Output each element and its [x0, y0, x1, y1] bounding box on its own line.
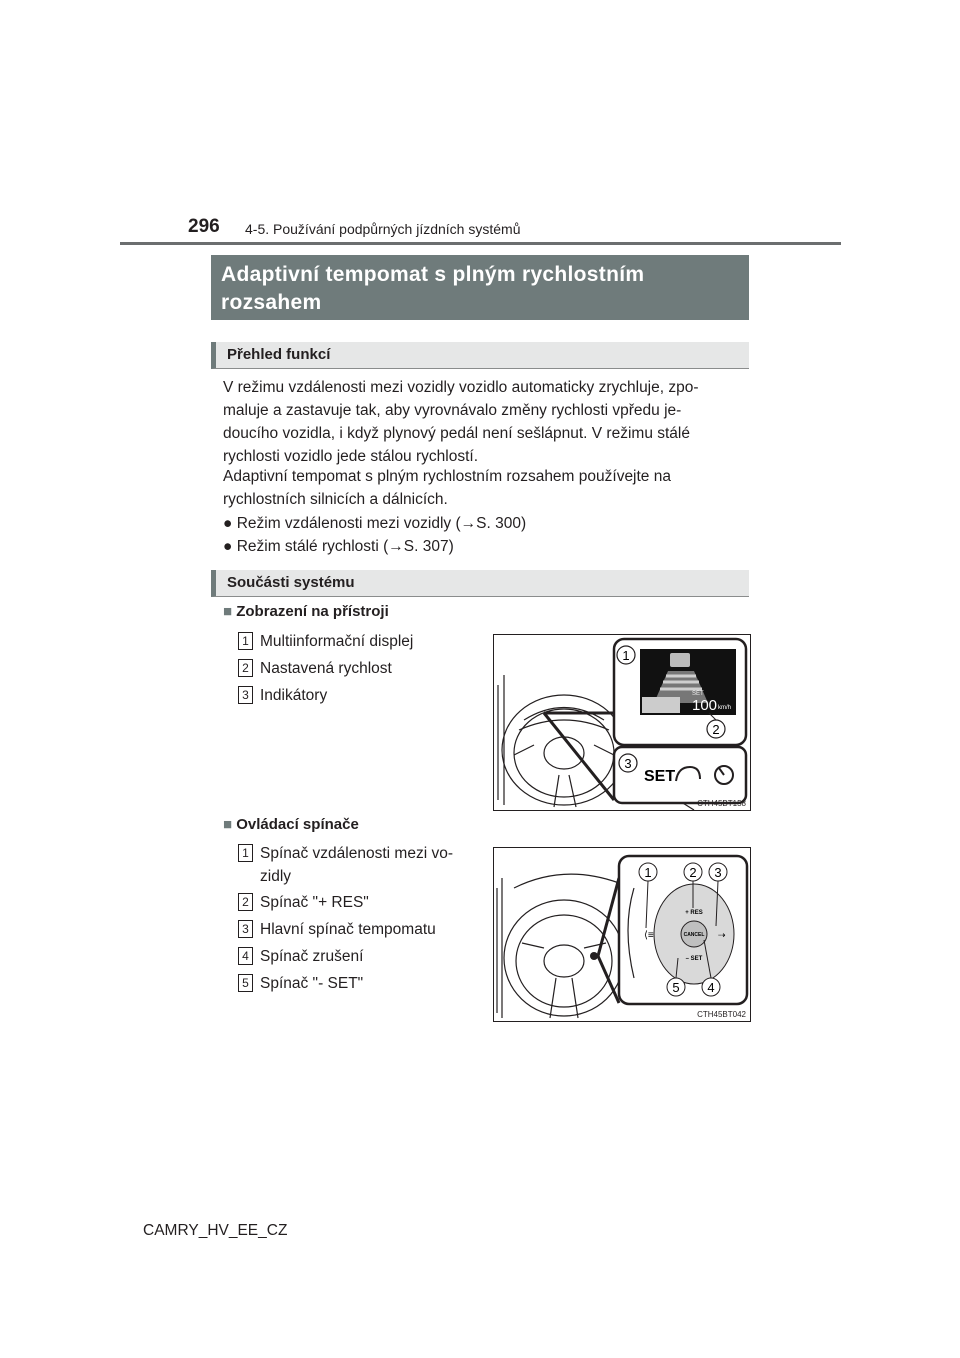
bullet-dot-icon: ● — [223, 515, 233, 532]
list-item — [238, 630, 413, 653]
list-item — [238, 684, 327, 707]
bullet-item — [223, 512, 526, 535]
section-title-line: Adaptivní tempomat s plným rychlostním — [221, 263, 645, 286]
item-number: 1 — [238, 632, 253, 650]
list-item — [238, 972, 363, 995]
chapter-title: 4-5. Používání podpůrných jízdních systémů — [245, 221, 521, 237]
svg-text:2: 2 — [712, 722, 720, 737]
meter-display-figure — [493, 634, 751, 811]
list-item — [238, 657, 392, 680]
text-line: doucího vozidla, i když plynový pedál není sešlápnut. V režimu stálé — [223, 425, 690, 442]
item-text: Spínač "- SET" — [260, 975, 364, 992]
item-text: Indikátory — [260, 687, 328, 704]
section-title — [211, 255, 749, 320]
svg-text:1: 1 — [622, 648, 630, 663]
item-text: Multiinformační displej — [260, 633, 414, 650]
item-number: 3 — [238, 920, 253, 938]
components-heading: Součásti systému — [211, 570, 749, 597]
item-number: 5 — [238, 974, 253, 992]
item-number: 4 — [238, 947, 253, 965]
item-text: zidly — [260, 868, 292, 885]
item-text: Spínač "+ RES" — [260, 894, 369, 911]
text-line: maluje a zastavuje tak, aby vyrovnávalo změny rychlosti vpředu je- — [223, 402, 682, 419]
bullet-item — [223, 535, 454, 558]
bullet-dot-icon: ● — [223, 538, 233, 555]
svg-text:⇢: ⇢ — [718, 930, 726, 940]
text-line: rychlosti vozidlo jede stálou rychlostí. — [223, 448, 479, 465]
set-speed-value: 100 — [692, 697, 718, 714]
item-number: 2 — [238, 893, 253, 911]
item-text: Spínač vzdálenosti mezi vo- — [260, 845, 453, 862]
list-item — [238, 918, 436, 941]
set-label: – SET — [685, 956, 703, 962]
svg-text:⟨≡: ⟨≡ — [644, 930, 654, 941]
list-item — [238, 842, 478, 888]
svg-text:3: 3 — [624, 756, 632, 771]
set-indicator-label: SET — [644, 768, 676, 785]
square-bullet-icon: ■ — [223, 603, 233, 620]
overview-paragraph-1 — [223, 376, 745, 468]
page-number: 296 — [188, 216, 220, 237]
res-label: + RES — [685, 910, 703, 916]
section-title-line: rozsahem — [221, 291, 322, 314]
item-text: Spínač zrušení — [260, 948, 364, 965]
header-rule — [120, 242, 841, 245]
square-bullet-icon: ■ — [223, 816, 233, 833]
list-item — [238, 891, 369, 914]
svg-text:4: 4 — [707, 980, 715, 995]
item-number: 2 — [238, 659, 253, 677]
overview-heading: Přehled funkcí — [211, 342, 749, 369]
display-subtitle — [223, 603, 389, 620]
control-switches-figure — [493, 847, 751, 1022]
text-line: Adaptivní tempomat s plným rychlostním rozsahem používejte na — [223, 468, 671, 485]
figure-code: CTH45BT158 — [697, 799, 746, 808]
switches-subtitle-text: Ovládací spínače — [236, 816, 359, 833]
overview-paragraph-2 — [223, 465, 745, 511]
cancel-label: CANCEL — [683, 932, 705, 938]
list-item — [238, 945, 363, 968]
item-text: Hlavní spínač tempomatu — [260, 921, 436, 938]
set-small-label: SET — [692, 691, 704, 697]
bullet-text: Režim stálé rychlosti (→S. 307) — [236, 538, 454, 555]
svg-text:3: 3 — [714, 865, 722, 880]
item-text: Nastavená rychlost — [260, 660, 392, 677]
svg-text:2: 2 — [689, 865, 697, 880]
switches-illustration — [494, 848, 750, 1021]
item-number: 1 — [238, 844, 253, 862]
figure-code: CTH45BT042 — [697, 1010, 746, 1019]
speed-unit: km/h — [718, 705, 732, 711]
item-number: 3 — [238, 686, 253, 704]
svg-text:1: 1 — [644, 865, 652, 880]
text-line: V režimu vzdálenosti mezi vozidly vozidlo automaticky zrychluje, zpo- — [223, 379, 699, 396]
switches-subtitle — [223, 816, 359, 833]
footer-model: CAMRY_HV_EE_CZ — [143, 1222, 288, 1239]
display-subtitle-text: Zobrazení na přístroji — [236, 603, 389, 620]
meter-illustration — [494, 635, 750, 810]
text-line: rychlostních silnicích a dálnicích. — [223, 491, 448, 508]
bullet-text: Režim vzdálenosti mezi vozidly (→S. 300) — [236, 515, 527, 532]
svg-text:5: 5 — [672, 980, 680, 995]
